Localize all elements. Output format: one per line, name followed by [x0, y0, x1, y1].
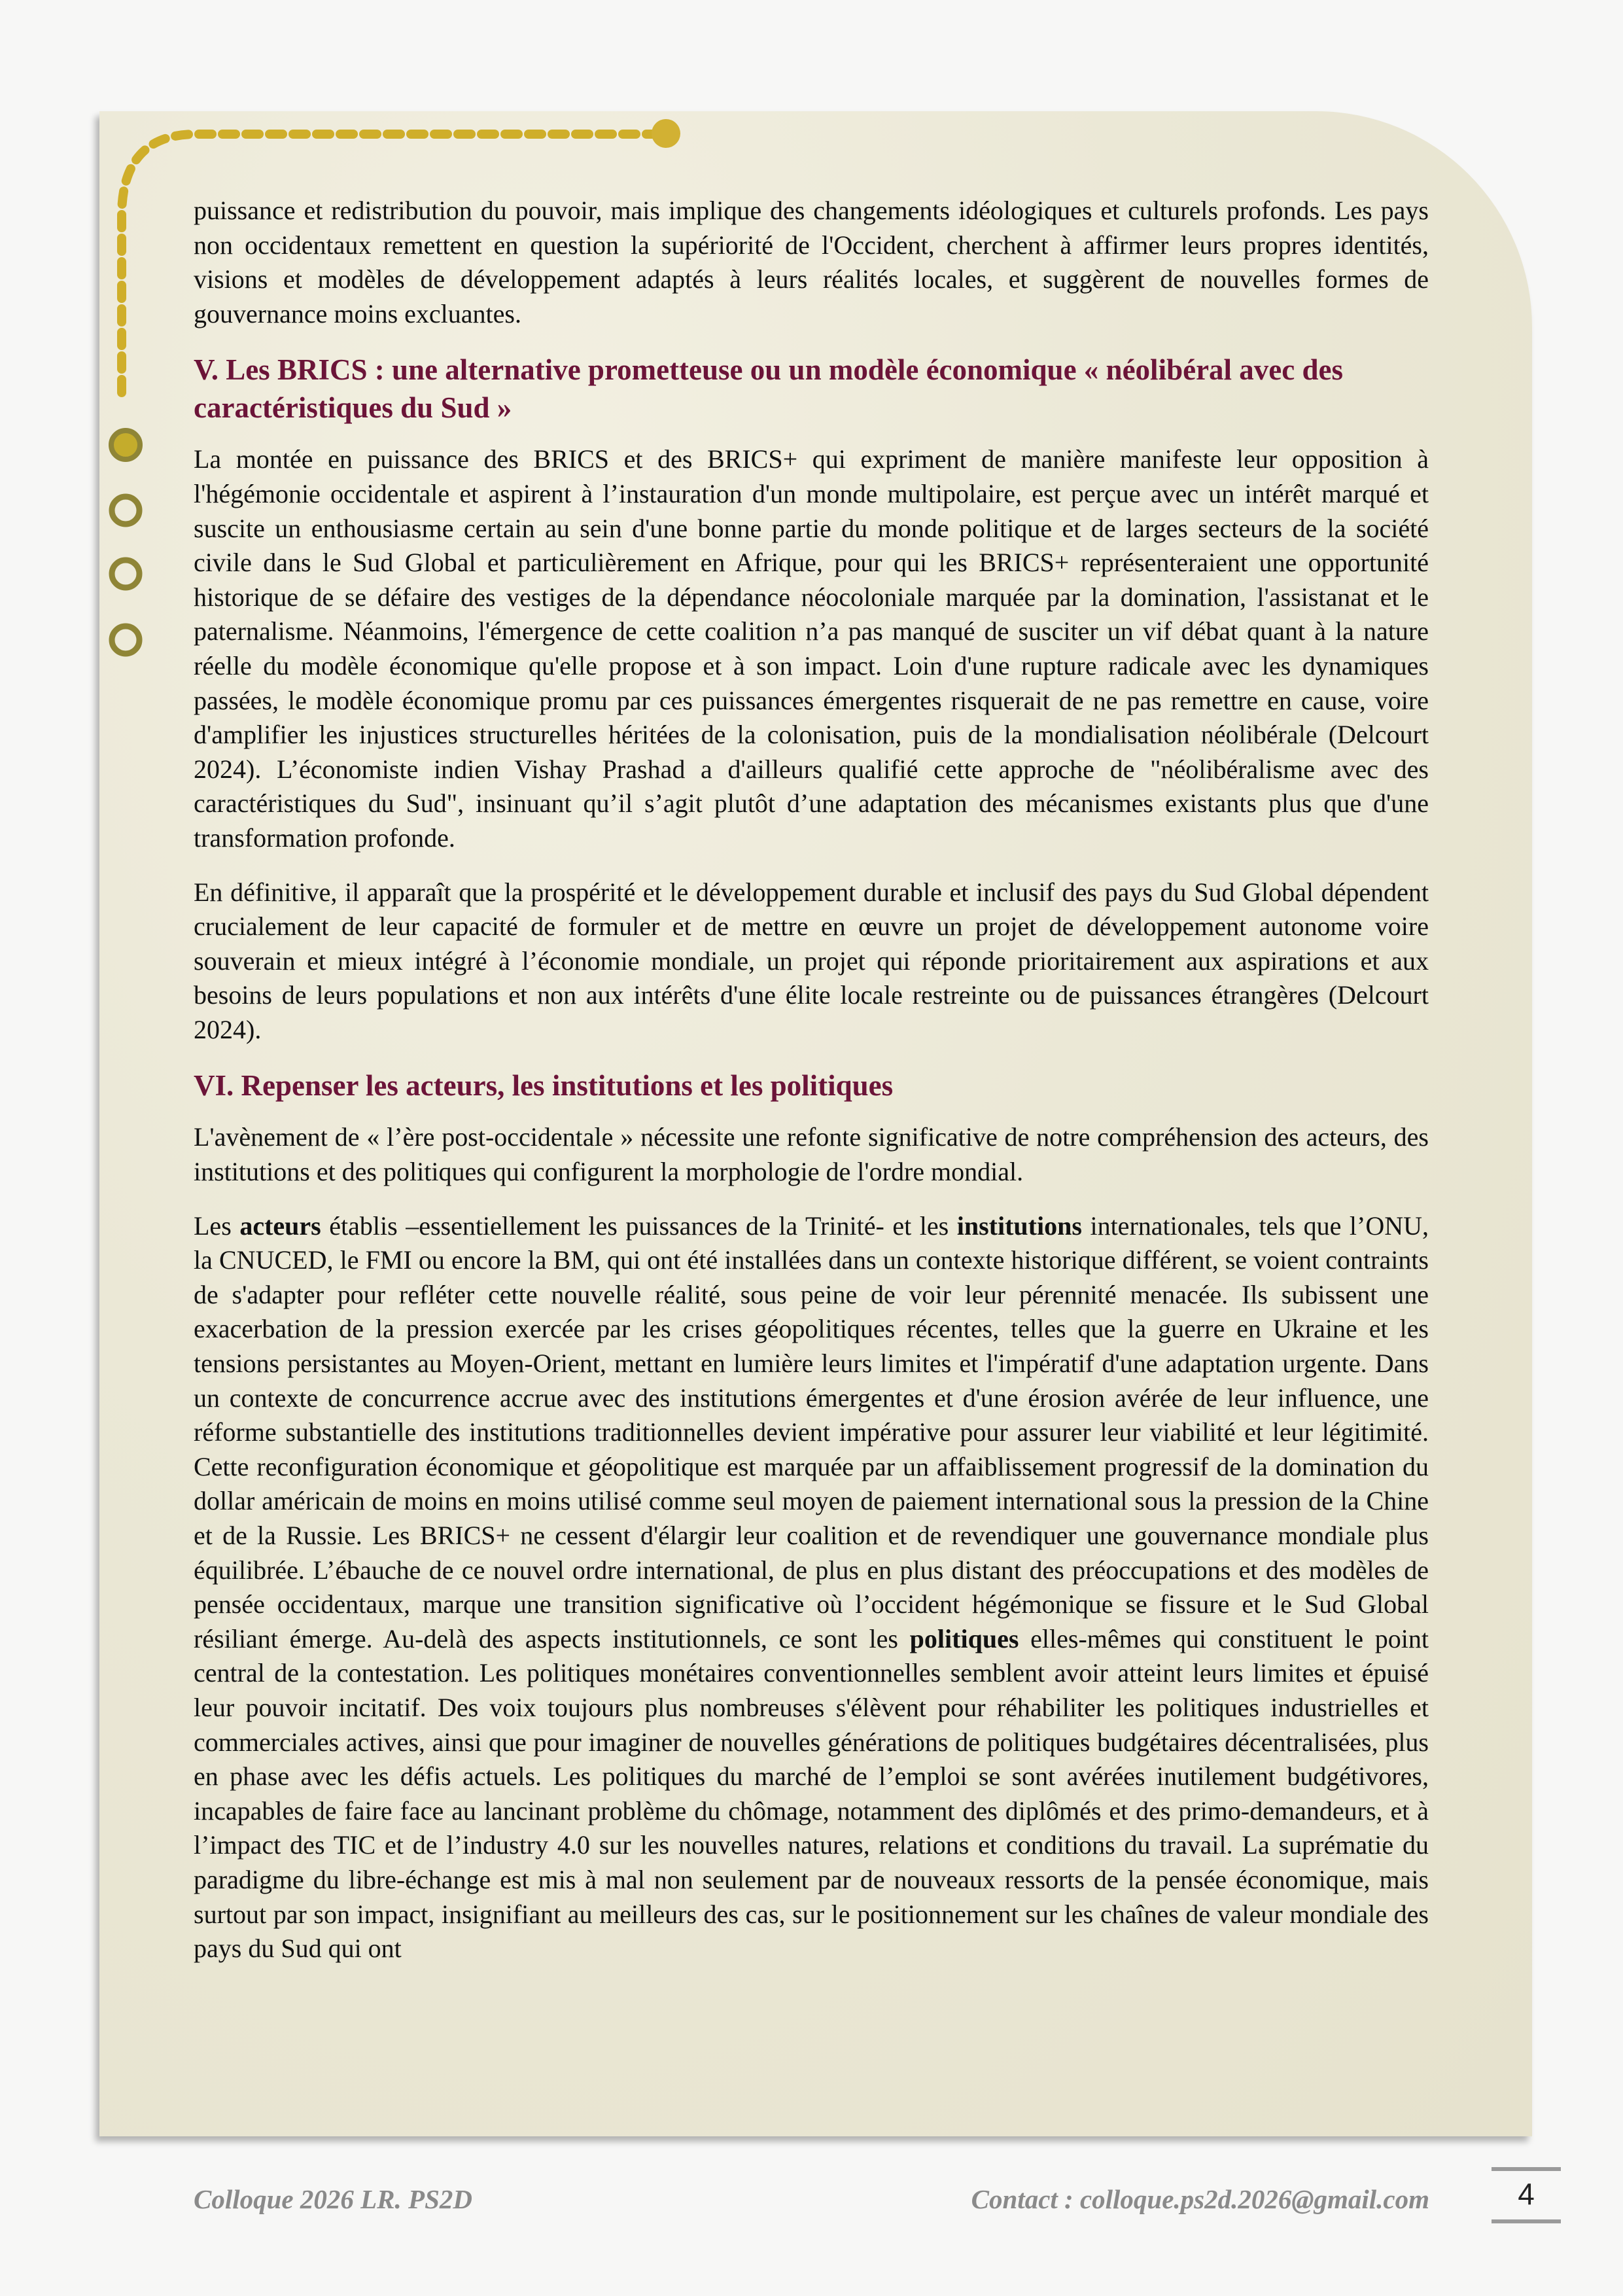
document-body [194, 194, 1429, 1986]
text-run: internationales, tels que l’ONU, la CNUCED, le FMI ou encore la BM, qui ont été installées dans un contexte historique différent, se voient contraints de s'adapter pour refléter cette nouvelle réalité, sous peine de voir leur pérennité menacée. Ils subissent une exacerbation de la pression exercée par les crises géopolitiques récentes, telles que la guerre en Ukraine et les tensions persistantes au Moyen-Orient, mettant en lumière leurs limites et l'impératif d'une adaptation urgente. Dans un contexte de concurrence accrue avec des institutions émergentes et d'une érosion avérée de leur influence, une réforme substantielle des institutions traditionnelles devient impérative pour assurer leur viabilité et leur légitimité. Cette reconfiguration économique et géopolitique est marquée par un affaiblissement progressif de la domination du dollar américain de moins en moins utilisé comme seul moyen de paiement international sous la pression de la Chine et de la Russie. Les BRICS+ ne cessent d'élargir leur coalition et de revendiquer une gouvernance mondiale plus équilibrée. L’ébauche de ce nouvel ordre international, de plus en plus distant des préoccupations et des modèles de pensée occidentaux, marque une transition significative où l’occident hégémonique se fissure et le Sud Global résiliant émerge. Au-delà des aspects institutionnels, ce sont les [194, 1210, 1429, 1653]
bold-term-institutions: institutions [956, 1210, 1082, 1241]
bold-term-acteurs: acteurs [239, 1210, 321, 1241]
text-run: elles-mêmes qui constituent le point central de la contestation. Les politiques monétaires conventionnelles semblent avoir atteint leurs limites et épuisé leur pouvoir incitatif. Des voix toujours plus nombreuses s'élèvent pour réhabiliter les politiques industrielles et commerciales actives, ainsi que pour imaginer de nouvelles générations de politiques budgétaires décentralisées, plus en phase avec les défis actuels. Les politiques du marché de l’emploi se sont avérées inutilement budgétivores, incapables de faire face au lancinant problème du chômage, notamment des diplômés et des primo-demandeurs, et à l’impact des TIC et de l’industry 4.0 sur les nouvelles natures, relations et conditions du travail. La suprématie du paradigme du libre-échange est mis à mal non seulement par de nouveaux ressorts de la pensée économique, mais surtout par son impact, insignifiant au meilleurs des cas, sur le positionnement sur les chaînes de valeur mondiale des pays du Sud qui ont [194, 1623, 1429, 1964]
paragraph-post-occidental: L'avènement de « l’ère post-occidentale » nécessite une refonte significative de notre compréhension des acteurs, des institutions et des politiques qui configurent la morphologie de l'ordre mondial. [194, 1122, 1429, 1187]
section-heading-vi: VI. Repenser les acteurs, les institutions et les politiques [194, 1069, 894, 1103]
page-number-box [1492, 2167, 1561, 2223]
section-heading-v: V. Les BRICS : une alternative prometteuse ou un modèle économique « néolibéral avec des caractéristiques du Sud » [194, 353, 1343, 425]
page-number: 4 [1518, 2177, 1535, 2211]
bold-term-politiques: politiques [909, 1623, 1019, 1653]
paragraph-conclusion: En définitive, il apparaît que la prospérité et le développement durable et inclusif des pays du Sud Global dépendent crucialement de leur capacité de formuler et de mettre en œuvre un projet de développement autonome voire souverain et mieux intégré à l’économie mondiale, un projet qui réponde prioritairement aux aspirations et aux besoins de leurs populations et non aux intérêts d'une élite locale restreinte ou de puissances étrangères (Delcourt 2024). [194, 877, 1429, 1044]
footer-conference-name: Colloque 2026 LR. PS2D [194, 2184, 472, 2214]
text-run: Les [194, 1210, 240, 1241]
text-run: établis –essentiellement les puissances de la Trinité- et les [321, 1210, 957, 1241]
paragraph-intro-continuation: puissance et redistribution du pouvoir, mais implique des changements idéologiques et culturels profonds. Les pays non occidentaux remettent en question la supériorité de l'Occident, cherchent à affirmer leurs propres identités, visions et modèles de développement adaptés à leurs réalités locales, et suggèrent de nouvelles formes de gouvernance moins excluantes. [194, 196, 1429, 328]
paragraph-actors-institutions [194, 1209, 1429, 1966]
page-number-bottom-rule [1492, 2219, 1561, 2223]
footer-contact: Contact : colloque.ps2d.2026@gmail.com [971, 2184, 1429, 2214]
page-number-top-rule [1492, 2167, 1561, 2171]
paragraph-brics: La montée en puissance des BRICS et des BRICS+ qui expriment de manière manifeste leur opposition à l'hégémonie occidentale et aspirent à l’instauration d'un monde multipolaire, est perçue avec un intérêt marqué et suscite un enthousiasme certain au sein d'une bonne partie du monde politique et de larges secteurs de la société civile dans le Sud Global et particulièrement en Afrique, pour qui les BRICS+ représenteraient une opportunité historique de se défaire des vestiges de la dépendance néocoloniale marquée par la domination, l'assistanat et le paternalisme. Néanmoins, l'émergence de cette coalition n’a pas manqué de susciter un vif débat quant à la nature réelle du modèle économique qu'elle propose et à son impact. Loin d'une rupture radicale avec les dynamiques passées, le modèle économique promu par ces puissances émergentes risquerait de ne pas remettre en cause, voire d'amplifier les injustices structurelles héritées de la colonisation, puis de la mondialisation néolibérale (Delcourt 2024). L’économiste indien Vishay Prashad a d'ailleurs qualifié cette approche de "néolibéralisme avec des caractéristiques du Sud", insinuant qu’il s’agit plutôt d’une adaptation des mécanismes existants plus que d'une transformation profonde. [194, 444, 1429, 853]
